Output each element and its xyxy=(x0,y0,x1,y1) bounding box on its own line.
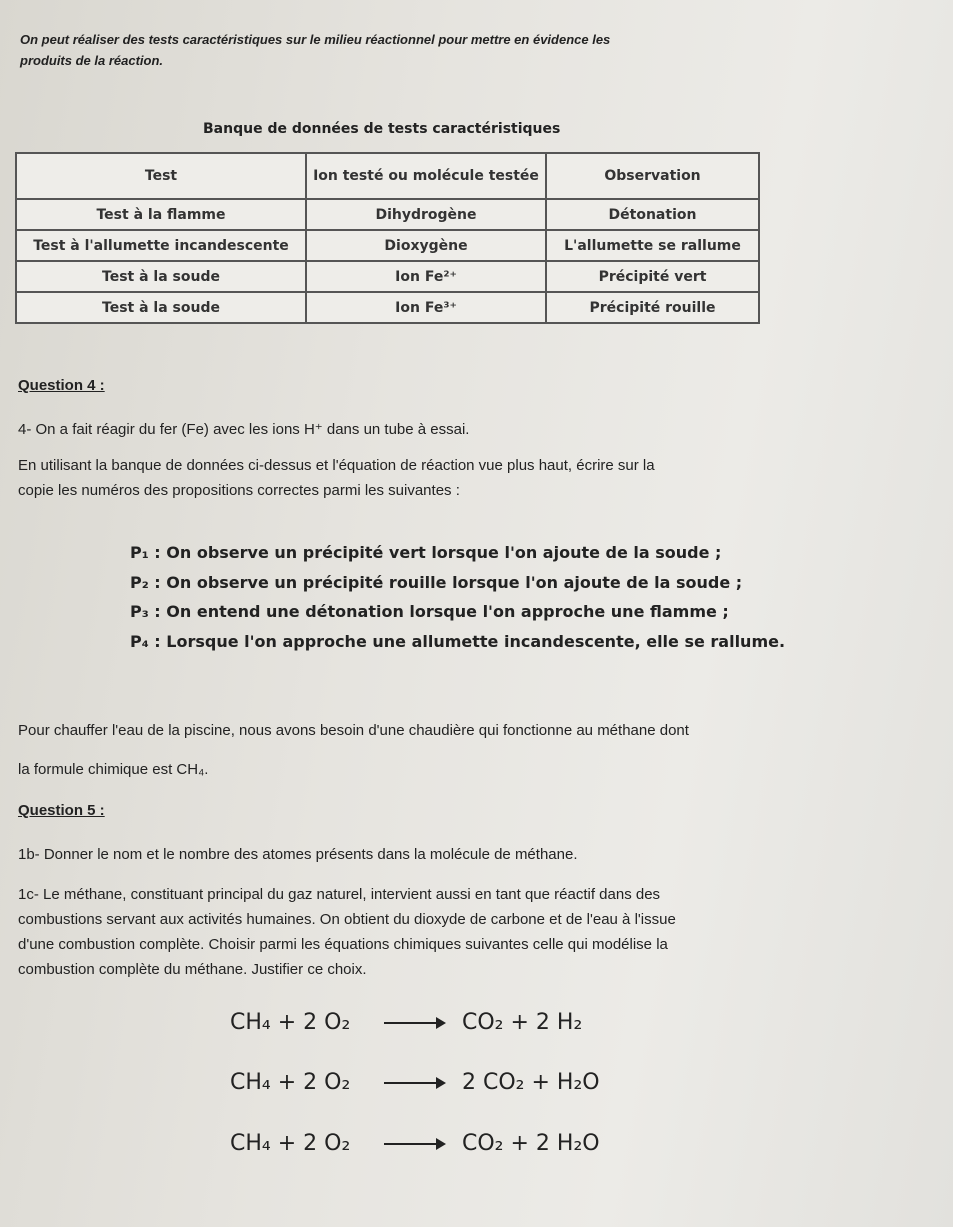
table-cell: Ion Fe³⁺ xyxy=(306,292,546,323)
equation-products: CO₂ + 2 H₂ xyxy=(462,1010,583,1035)
table-cell: Détonation xyxy=(546,199,759,230)
table-cell: Précipité vert xyxy=(546,261,759,292)
equation-products: CO₂ + 2 H₂O xyxy=(462,1131,600,1156)
context-text: la formule chimique est CH₄. xyxy=(18,761,209,778)
reaction-arrow-icon xyxy=(384,1143,444,1145)
equation-products: 2 CO₂ + H₂O xyxy=(462,1070,600,1095)
equation-3 xyxy=(230,1131,600,1156)
table-row xyxy=(16,199,759,230)
equation-reactants: CH₄ + 2 O₂ xyxy=(230,1131,351,1156)
question-5-title: Question 5 : xyxy=(18,802,105,819)
proposition-p1: P₁ : On observe un précipité vert lorsque l'on ajoute de la soude ; xyxy=(130,543,722,562)
question-1c-line: combustions servant aux activités humaines. On obtient du dioxyde de carbone et de l'eau à l'issue xyxy=(18,911,676,928)
equation-reactants: CH₄ + 2 O₂ xyxy=(230,1010,351,1035)
tests-table xyxy=(15,152,760,324)
equation-2 xyxy=(230,1070,600,1095)
column-header: Ion testé ou molécule testée xyxy=(306,153,546,199)
table-header-row xyxy=(16,153,759,199)
reaction-arrow-icon xyxy=(384,1022,444,1024)
question-1c-line: combustion complète du méthane. Justifier ce choix. xyxy=(18,961,367,978)
table-cell: Dioxygène xyxy=(306,230,546,261)
question-1c-line: 1c- Le méthane, constituant principal du gaz naturel, intervient aussi en tant que réactif dans des xyxy=(18,886,661,903)
intro-line: On peut réaliser des tests caractéristiques sur le milieu réactionnel pour mettre en évidence les xyxy=(20,32,611,47)
table-cell: Test à l'allumette incandescente xyxy=(16,230,306,261)
table-row xyxy=(16,292,759,323)
table-row xyxy=(16,230,759,261)
table-cell: Précipité rouille xyxy=(546,292,759,323)
table-cell: Test à la soude xyxy=(16,292,306,323)
table-title: Banque de données de tests caractéristiques xyxy=(203,121,561,137)
context-text: Pour chauffer l'eau de la piscine, nous avons besoin d'une chaudière qui fonctionne au méthane dont xyxy=(18,722,689,739)
proposition-p2: P₂ : On observe un précipité rouille lorsque l'on ajoute de la soude ; xyxy=(130,573,743,592)
question-4-title: Question 4 : xyxy=(18,377,105,394)
table-cell: Ion Fe²⁺ xyxy=(306,261,546,292)
table-cell: L'allumette se rallume xyxy=(546,230,759,261)
equation-reactants: CH₄ + 2 O₂ xyxy=(230,1070,351,1095)
table-cell: Test à la soude xyxy=(16,261,306,292)
reaction-arrow-icon xyxy=(384,1082,444,1084)
proposition-p4: P₄ : Lorsque l'on approche une allumette incandescente, elle se rallume. xyxy=(130,632,786,651)
question-4-instruction: En utilisant la banque de données ci-dessus et l'équation de réaction vue plus haut, écrire sur la xyxy=(18,457,655,474)
question-1b: 1b- Donner le nom et le nombre des atomes présents dans la molécule de méthane. xyxy=(18,846,578,863)
question-1c-line: d'une combustion complète. Choisir parmi les équations chimiques suivantes celle qui modélise la xyxy=(18,936,668,953)
equation-1 xyxy=(230,1010,582,1035)
question-4-instruction: copie les numéros des propositions correctes parmi les suivantes : xyxy=(18,482,460,499)
table-cell: Test à la flamme xyxy=(16,199,306,230)
table-row xyxy=(16,261,759,292)
proposition-p3: P₃ : On entend une détonation lorsque l'on approche une flamme ; xyxy=(130,602,729,621)
column-header: Test xyxy=(16,153,306,199)
column-header: Observation xyxy=(546,153,759,199)
question-4-statement: 4- On a fait réagir du fer (Fe) avec les ions H⁺ dans un tube à essai. xyxy=(18,421,470,438)
intro-line: produits de la réaction. xyxy=(20,53,164,68)
table-cell: Dihydrogène xyxy=(306,199,546,230)
